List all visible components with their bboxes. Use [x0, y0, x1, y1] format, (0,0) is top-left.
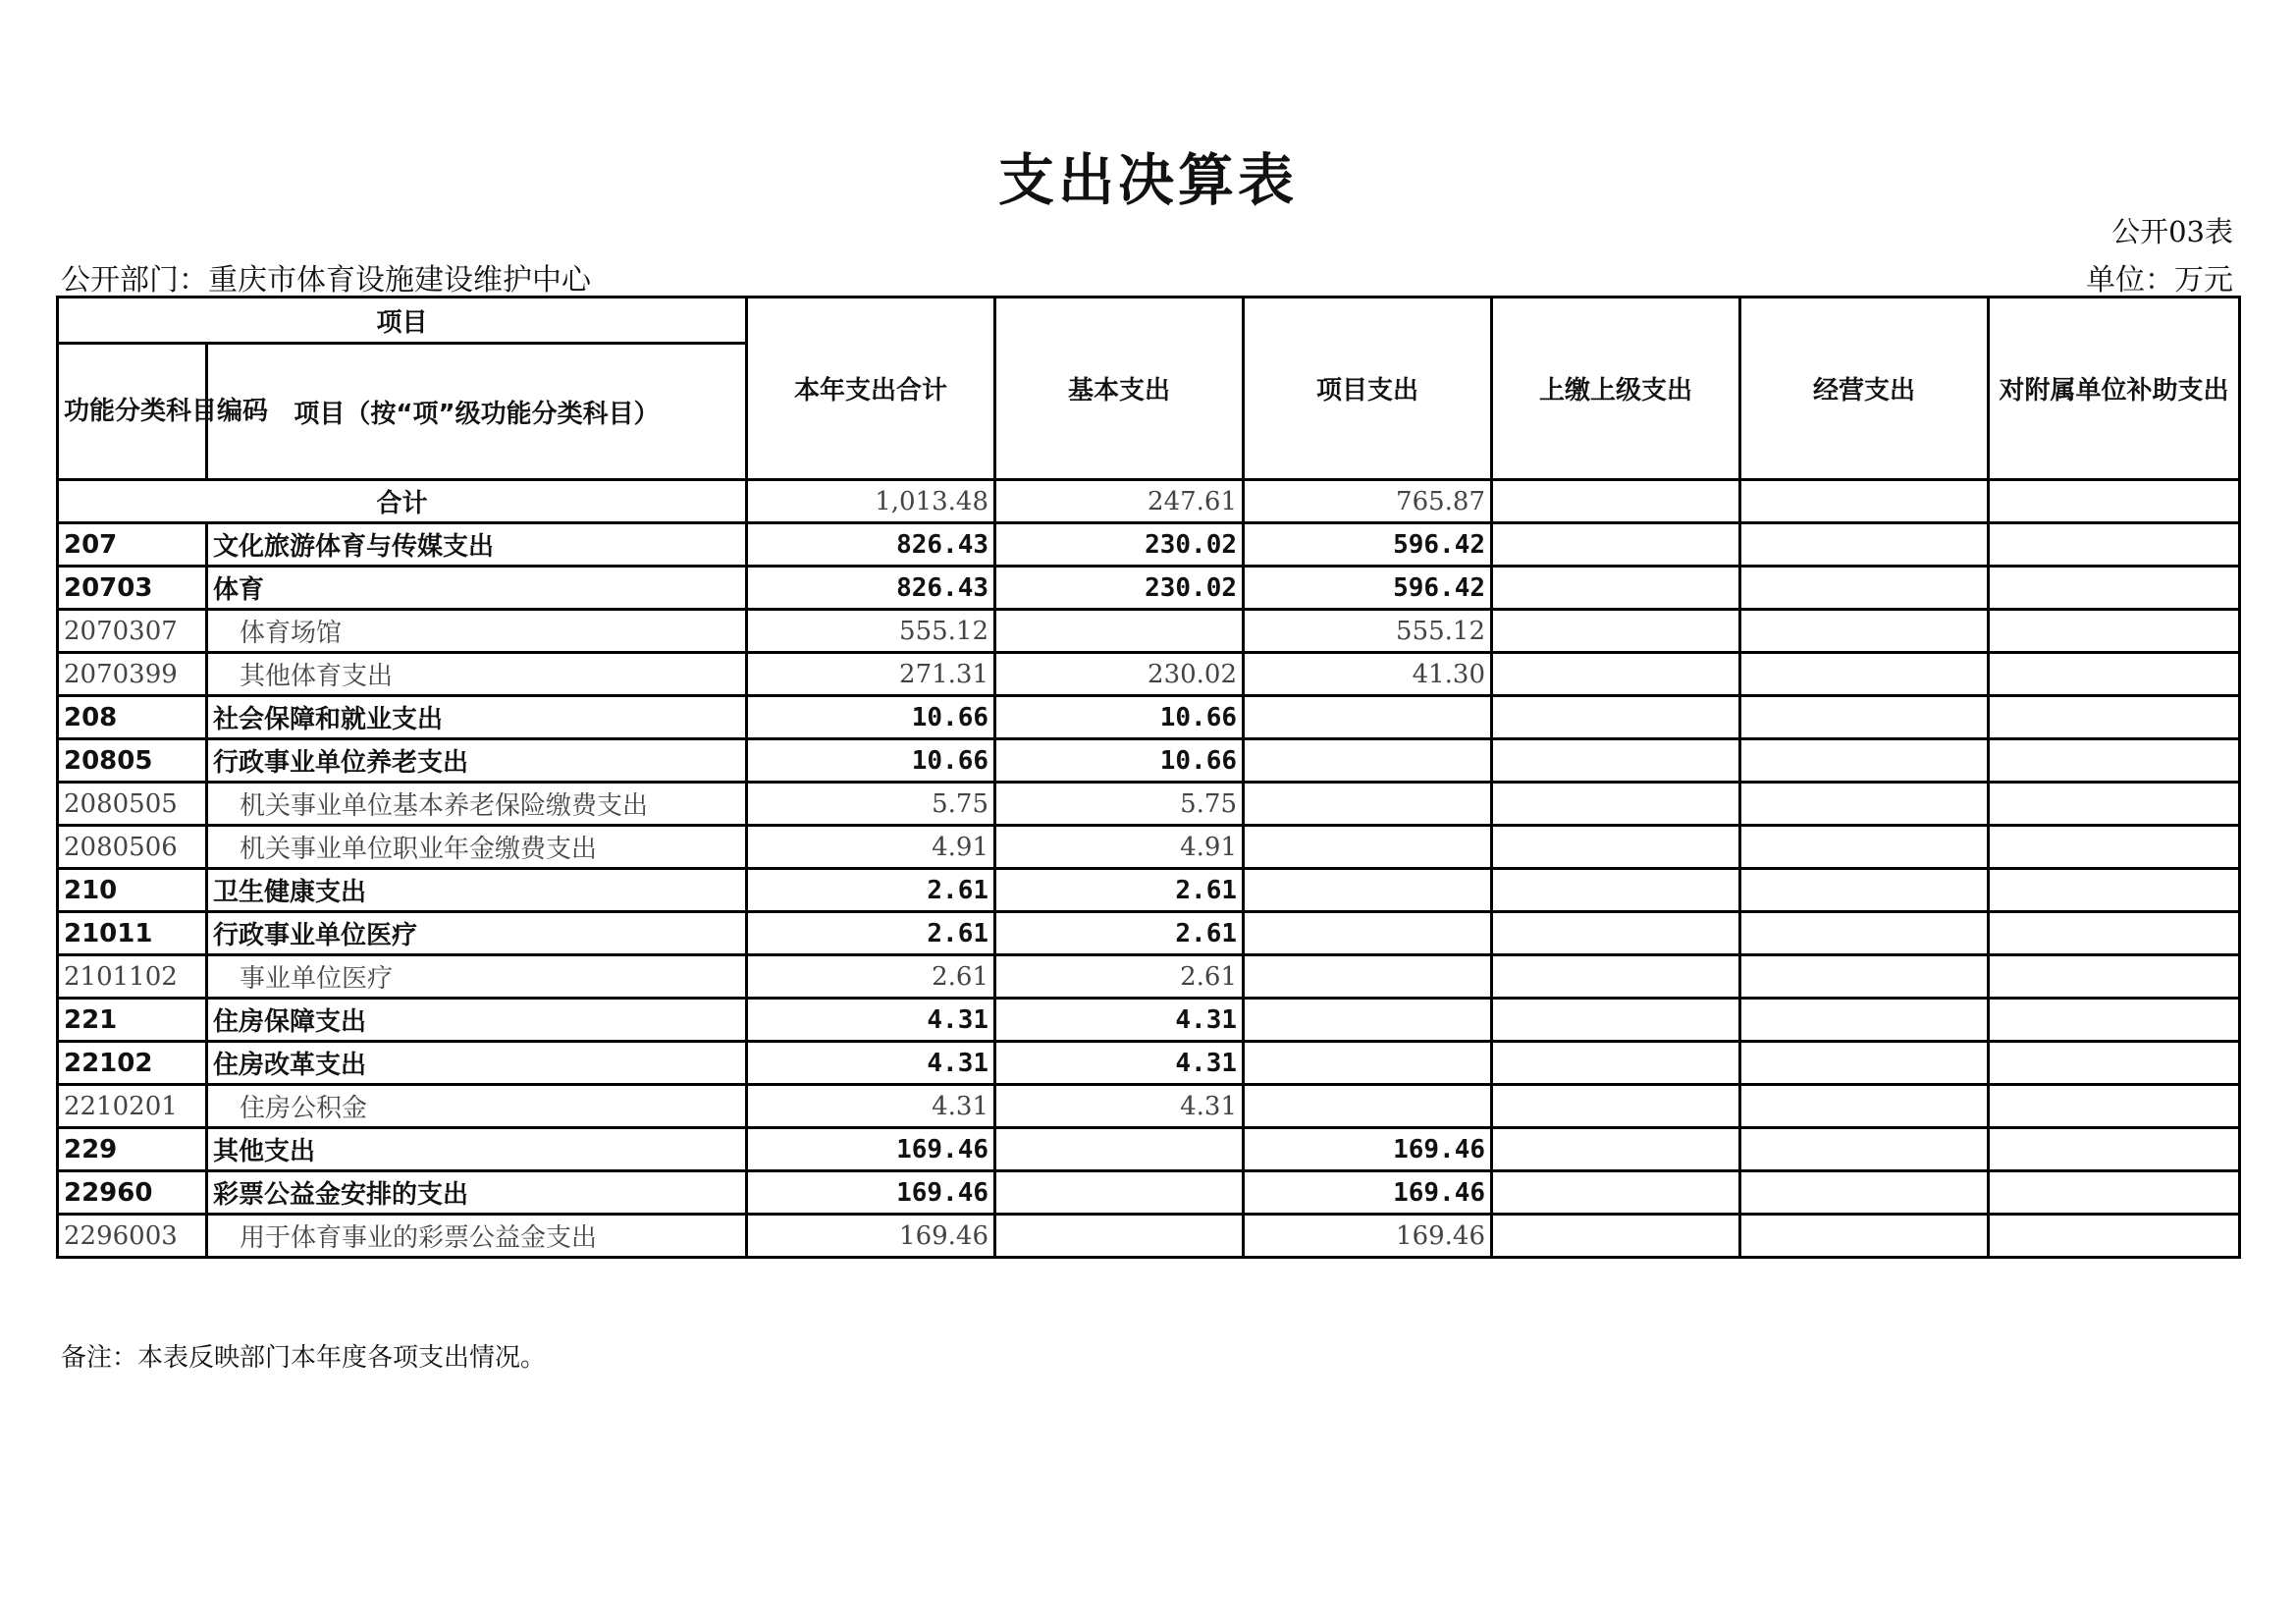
- cell-upper: [1492, 1215, 1740, 1258]
- total-basic: 247.61: [995, 480, 1244, 523]
- table-row: [58, 523, 2240, 567]
- cell-project: 169.46: [1244, 1128, 1492, 1171]
- cell-name: 其他支出: [207, 1128, 747, 1171]
- cell-code: 2080505: [58, 783, 207, 826]
- cell-total: 169.46: [747, 1128, 995, 1171]
- cell-subsidy: [1989, 523, 2240, 567]
- cell-subsidy: [1989, 1215, 2240, 1258]
- cell-name: 机关事业单位基本养老保险缴费支出: [207, 783, 747, 826]
- cell-total: 4.91: [747, 826, 995, 869]
- cell-code: 22102: [58, 1042, 207, 1085]
- cell-name: 体育场馆: [207, 610, 747, 653]
- cell-upper: [1492, 523, 1740, 567]
- cell-basic: [995, 1215, 1244, 1258]
- cell-business: [1740, 1171, 1989, 1215]
- cell-total: 4.31: [747, 999, 995, 1042]
- cell-basic: [995, 610, 1244, 653]
- cell-upper: [1492, 955, 1740, 999]
- cell-basic: 230.02: [995, 653, 1244, 696]
- cell-upper: [1492, 610, 1740, 653]
- cell-basic: 230.02: [995, 567, 1244, 610]
- cell-code: 2080506: [58, 826, 207, 869]
- header-name: 项目（按“项”级功能分类科目）: [207, 344, 747, 480]
- cell-name: 社会保障和就业支出: [207, 696, 747, 739]
- cell-total: 169.46: [747, 1215, 995, 1258]
- cell-project: [1244, 912, 1492, 955]
- cell-upper: [1492, 783, 1740, 826]
- header-project: 项目支出: [1244, 298, 1492, 480]
- cell-business: [1740, 523, 1989, 567]
- cell-basic: [995, 1128, 1244, 1171]
- cell-project: [1244, 739, 1492, 783]
- cell-code: 2101102: [58, 955, 207, 999]
- cell-upper: [1492, 826, 1740, 869]
- cell-basic: 10.66: [995, 696, 1244, 739]
- cell-business: [1740, 739, 1989, 783]
- cell-basic: 10.66: [995, 739, 1244, 783]
- footnote: 备注：本表反映部门本年度各项支出情况。: [61, 1343, 547, 1373]
- total-subsidy: [1989, 480, 2240, 523]
- cell-total: 2.61: [747, 912, 995, 955]
- cell-upper: [1492, 1171, 1740, 1215]
- cell-basic: 5.75: [995, 783, 1244, 826]
- form-number: 公开03表: [2111, 215, 2233, 248]
- cell-business: [1740, 783, 1989, 826]
- cell-business: [1740, 1128, 1989, 1171]
- header-business: 经营支出: [1740, 298, 1989, 480]
- table-row: [58, 1085, 2240, 1128]
- cell-upper: [1492, 653, 1740, 696]
- cell-subsidy: [1989, 696, 2240, 739]
- cell-code: 2070399: [58, 653, 207, 696]
- table-body: [58, 480, 2240, 1258]
- cell-code: 208: [58, 696, 207, 739]
- cell-code: 20805: [58, 739, 207, 783]
- cell-name: 其他体育支出: [207, 653, 747, 696]
- cell-subsidy: [1989, 739, 2240, 783]
- total-project: 765.87: [1244, 480, 1492, 523]
- cell-total: 271.31: [747, 653, 995, 696]
- table-row: [58, 869, 2240, 912]
- cell-subsidy: [1989, 653, 2240, 696]
- cell-total: 555.12: [747, 610, 995, 653]
- header-code: 功能分类科目编码: [58, 344, 207, 480]
- cell-project: 596.42: [1244, 567, 1492, 610]
- cell-upper: [1492, 869, 1740, 912]
- cell-upper: [1492, 1128, 1740, 1171]
- cell-total: 2.61: [747, 869, 995, 912]
- cell-business: [1740, 610, 1989, 653]
- cell-name: 彩票公益金安排的支出: [207, 1171, 747, 1215]
- cell-business: [1740, 567, 1989, 610]
- cell-total: 169.46: [747, 1171, 995, 1215]
- cell-upper: [1492, 912, 1740, 955]
- cell-total: 10.66: [747, 739, 995, 783]
- cell-business: [1740, 1085, 1989, 1128]
- cell-code: 229: [58, 1128, 207, 1171]
- cell-basic: [995, 1171, 1244, 1215]
- table-row: [58, 653, 2240, 696]
- cell-name: 事业单位医疗: [207, 955, 747, 999]
- cell-code: 22960: [58, 1171, 207, 1215]
- total-total: 1,013.48: [747, 480, 995, 523]
- table-row: [58, 739, 2240, 783]
- cell-name: 行政事业单位医疗: [207, 912, 747, 955]
- cell-business: [1740, 696, 1989, 739]
- cell-subsidy: [1989, 955, 2240, 999]
- table-row: [58, 1128, 2240, 1171]
- cell-code: 207: [58, 523, 207, 567]
- table-row: [58, 826, 2240, 869]
- cell-total: 4.31: [747, 1085, 995, 1128]
- table-row: [58, 1042, 2240, 1085]
- cell-project: [1244, 696, 1492, 739]
- header-basic: 基本支出: [995, 298, 1244, 480]
- unit-label: 单位：万元: [2086, 263, 2233, 298]
- cell-subsidy: [1989, 610, 2240, 653]
- cell-project: [1244, 1085, 1492, 1128]
- cell-subsidy: [1989, 567, 2240, 610]
- cell-business: [1740, 912, 1989, 955]
- cell-project: 41.30: [1244, 653, 1492, 696]
- cell-business: [1740, 653, 1989, 696]
- total-row: [58, 480, 2240, 523]
- cell-basic: 2.61: [995, 955, 1244, 999]
- cell-subsidy: [1989, 1042, 2240, 1085]
- cell-basic: 2.61: [995, 869, 1244, 912]
- cell-basic: 4.91: [995, 826, 1244, 869]
- cell-business: [1740, 826, 1989, 869]
- cell-code: 21011: [58, 912, 207, 955]
- cell-project: [1244, 869, 1492, 912]
- cell-project: [1244, 999, 1492, 1042]
- table-row: [58, 955, 2240, 999]
- table-row: [58, 999, 2240, 1042]
- cell-subsidy: [1989, 1171, 2240, 1215]
- table-row: [58, 1171, 2240, 1215]
- cell-subsidy: [1989, 783, 2240, 826]
- cell-project: [1244, 955, 1492, 999]
- cell-total: 4.31: [747, 1042, 995, 1085]
- cell-project: 596.42: [1244, 523, 1492, 567]
- cell-upper: [1492, 696, 1740, 739]
- cell-code: 2296003: [58, 1215, 207, 1258]
- expenditure-table: [56, 296, 2241, 1259]
- page-title: 支出决算表: [998, 148, 1298, 213]
- cell-upper: [1492, 567, 1740, 610]
- department-label: 公开部门：重庆市体育设施建设维护中心: [61, 263, 591, 298]
- cell-name: 用于体育事业的彩票公益金支出: [207, 1215, 747, 1258]
- cell-subsidy: [1989, 1085, 2240, 1128]
- header-subsidy: 对附属单位补助支出: [1989, 298, 2240, 480]
- cell-project: 555.12: [1244, 610, 1492, 653]
- total-business: [1740, 480, 1989, 523]
- cell-name: 卫生健康支出: [207, 869, 747, 912]
- cell-upper: [1492, 1042, 1740, 1085]
- cell-business: [1740, 1215, 1989, 1258]
- cell-total: 10.66: [747, 696, 995, 739]
- cell-code: 20703: [58, 567, 207, 610]
- cell-code: 210: [58, 869, 207, 912]
- cell-name: 行政事业单位养老支出: [207, 739, 747, 783]
- cell-upper: [1492, 739, 1740, 783]
- cell-basic: 4.31: [995, 1042, 1244, 1085]
- cell-name: 体育: [207, 567, 747, 610]
- table-row: [58, 1215, 2240, 1258]
- cell-code: 221: [58, 999, 207, 1042]
- cell-subsidy: [1989, 826, 2240, 869]
- cell-name: 住房保障支出: [207, 999, 747, 1042]
- table-row: [58, 610, 2240, 653]
- cell-business: [1740, 869, 1989, 912]
- header-upper: 上缴上级支出: [1492, 298, 1740, 480]
- cell-code: 2210201: [58, 1085, 207, 1128]
- cell-upper: [1492, 1085, 1740, 1128]
- cell-business: [1740, 955, 1989, 999]
- cell-upper: [1492, 999, 1740, 1042]
- cell-subsidy: [1989, 912, 2240, 955]
- table-row: [58, 912, 2240, 955]
- header-project-group: 项目: [58, 298, 747, 344]
- cell-total: 5.75: [747, 783, 995, 826]
- cell-name: 住房改革支出: [207, 1042, 747, 1085]
- total-label: 合计: [58, 480, 747, 523]
- cell-total: 2.61: [747, 955, 995, 999]
- cell-project: [1244, 783, 1492, 826]
- cell-subsidy: [1989, 869, 2240, 912]
- cell-total: 826.43: [747, 567, 995, 610]
- cell-subsidy: [1989, 1128, 2240, 1171]
- cell-basic: 230.02: [995, 523, 1244, 567]
- cell-basic: 4.31: [995, 1085, 1244, 1128]
- header-total: 本年支出合计: [747, 298, 995, 480]
- cell-name: 住房公积金: [207, 1085, 747, 1128]
- table-row: [58, 567, 2240, 610]
- cell-project: [1244, 1042, 1492, 1085]
- cell-business: [1740, 999, 1989, 1042]
- cell-basic: 4.31: [995, 999, 1244, 1042]
- cell-business: [1740, 1042, 1989, 1085]
- table-row: [58, 783, 2240, 826]
- cell-name: 机关事业单位职业年金缴费支出: [207, 826, 747, 869]
- cell-total: 826.43: [747, 523, 995, 567]
- total-upper: [1492, 480, 1740, 523]
- cell-project: [1244, 826, 1492, 869]
- cell-code: 2070307: [58, 610, 207, 653]
- cell-project: 169.46: [1244, 1171, 1492, 1215]
- table-row: [58, 696, 2240, 739]
- cell-project: 169.46: [1244, 1215, 1492, 1258]
- cell-basic: 2.61: [995, 912, 1244, 955]
- cell-name: 文化旅游体育与传媒支出: [207, 523, 747, 567]
- cell-subsidy: [1989, 999, 2240, 1042]
